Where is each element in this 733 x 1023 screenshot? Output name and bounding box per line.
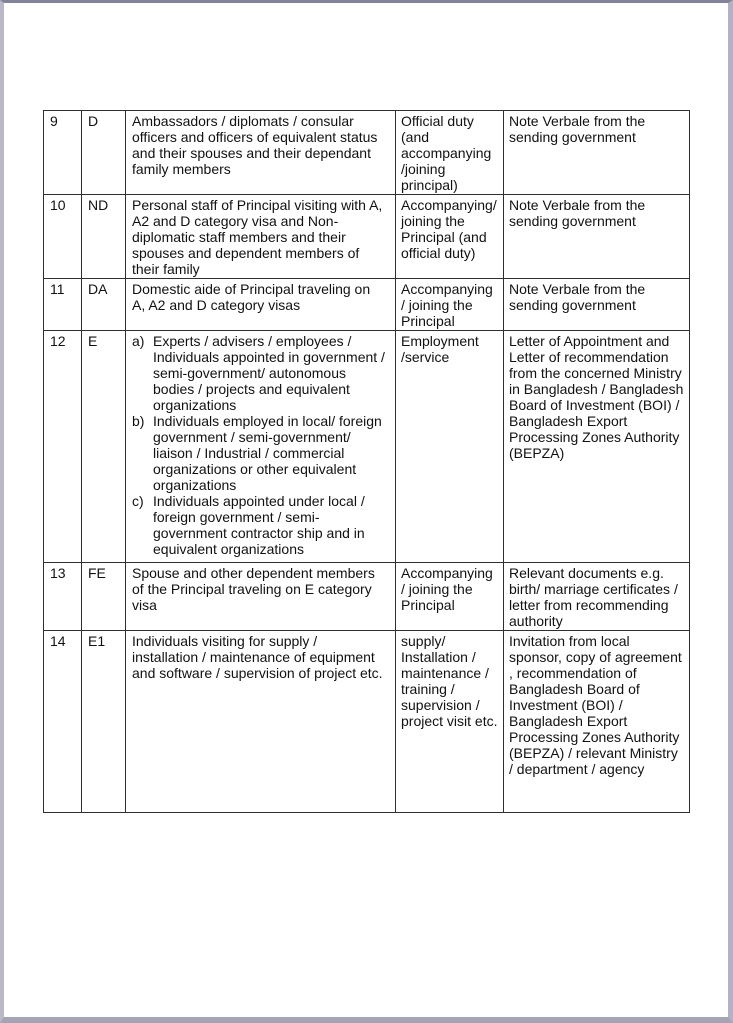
purpose-text: Employment /service [401, 333, 479, 365]
cell-description [126, 279, 396, 331]
documents-text: Invitation from local sponsor, copy of agreement , recommendation of Bangladesh Board of Investment (BOI) / Bangladesh Export Processing Zones Authority (BEPZA) / relevant Ministry / department / agency [509, 633, 682, 777]
cell-description [126, 195, 396, 279]
cell-serial-number [44, 111, 82, 195]
cell-description [126, 111, 396, 195]
cell-description [126, 563, 396, 631]
cell-required-documents [504, 331, 690, 563]
documents-text: Note Verbale from the sending government [509, 281, 646, 313]
list-item-text: Individuals appointed under local / foreign government / semi-government contractor ship and in equivalent organizations [153, 493, 365, 557]
documents-text: Letter of Appointment and Letter of recommendation from the concerned Ministry in Bangladesh / Bangladesh Board of Investment (BOI) / Bangladesh Export Processing Zones Authority (BEPZA) [509, 333, 684, 461]
visa-code: D [88, 113, 99, 129]
cell-required-documents [504, 631, 690, 813]
purpose-text: Accompanying / joining the Principal [401, 565, 493, 613]
table-row [44, 563, 690, 631]
list-marker: c) [132, 493, 144, 509]
table-row [44, 331, 690, 563]
cell-purpose [396, 279, 504, 331]
description-text: Spouse and other dependent members of the Principal traveling on E category visa [132, 565, 375, 613]
cell-purpose [396, 331, 504, 563]
cell-purpose [396, 631, 504, 813]
description-text: Individuals visiting for supply / installation / maintenance of equipment and software / supervision of project etc. [132, 633, 383, 681]
visa-code: E1 [88, 633, 106, 649]
serial-number: 10 [50, 197, 66, 213]
visa-code: E [88, 333, 98, 349]
cell-serial-number [44, 195, 82, 279]
list-marker: a) [132, 333, 145, 349]
cell-purpose [396, 563, 504, 631]
cell-visa-code [82, 331, 126, 563]
cell-visa-code [82, 195, 126, 279]
serial-number: 13 [50, 565, 66, 581]
cell-required-documents [504, 195, 690, 279]
purpose-text: Accompanying / joining the Principal [401, 281, 493, 329]
serial-number: 11 [50, 281, 65, 297]
serial-number: 12 [50, 333, 66, 349]
cell-required-documents [504, 279, 690, 331]
description-list-item [132, 333, 386, 413]
cell-required-documents [504, 563, 690, 631]
list-item-text: Individuals employed in local/ foreign government / semi-government/ liaison / Industrial / commercial organizations or other equivalent organizations [153, 413, 382, 493]
visa-category-table [43, 110, 690, 813]
cell-required-documents [504, 111, 690, 195]
cell-serial-number [44, 279, 82, 331]
visa-code: ND [88, 197, 109, 213]
description-list-item [132, 493, 386, 557]
cell-serial-number [44, 563, 82, 631]
purpose-text: Official duty (and accompanying /joining principal) [401, 113, 492, 193]
description-text: Personal staff of Principal visiting with A, A2 and D category visa and Non-diplomatic staff members and their spouses and dependent members of their family [132, 197, 383, 277]
cell-purpose [396, 195, 504, 279]
documents-text: Relevant documents e.g. birth/ marriage certificates / letter from recommending authority [509, 565, 678, 629]
list-item-text: Experts / advisers / employees / Individuals appointed in government / semi-government/ autonomous bodies / projects and equivalent organizations [153, 333, 385, 413]
cell-visa-code [82, 279, 126, 331]
serial-number: 9 [50, 113, 58, 129]
documents-text: Note Verbale from the sending government [509, 197, 646, 229]
table-row [44, 111, 690, 195]
cell-serial-number [44, 631, 82, 813]
description-text: Domestic aide of Principal traveling on A, A2 and D category visas [132, 281, 371, 313]
purpose-text: Accompanying/ joining the Principal (and official duty) [401, 197, 497, 261]
table-row [44, 631, 690, 813]
description-text: Ambassadors / diplomats / consular officers and officers of equivalent status and their spouses and their dependant family members [132, 113, 378, 177]
description-list-item [132, 413, 386, 493]
cell-purpose [396, 111, 504, 195]
serial-number: 14 [50, 633, 66, 649]
table-row [44, 195, 690, 279]
visa-code: FE [88, 565, 106, 581]
cell-description [126, 631, 396, 813]
cell-serial-number [44, 331, 82, 563]
table-row [44, 279, 690, 331]
visa-code: DA [88, 281, 108, 297]
cell-description [126, 331, 396, 563]
cell-visa-code [82, 563, 126, 631]
list-marker: b) [132, 413, 145, 429]
cell-visa-code [82, 111, 126, 195]
documents-text: Note Verbale from the sending government [509, 113, 646, 145]
purpose-text: supply/ Installation / maintenance / training / supervision / project visit etc. [401, 633, 498, 729]
cell-visa-code [82, 631, 126, 813]
